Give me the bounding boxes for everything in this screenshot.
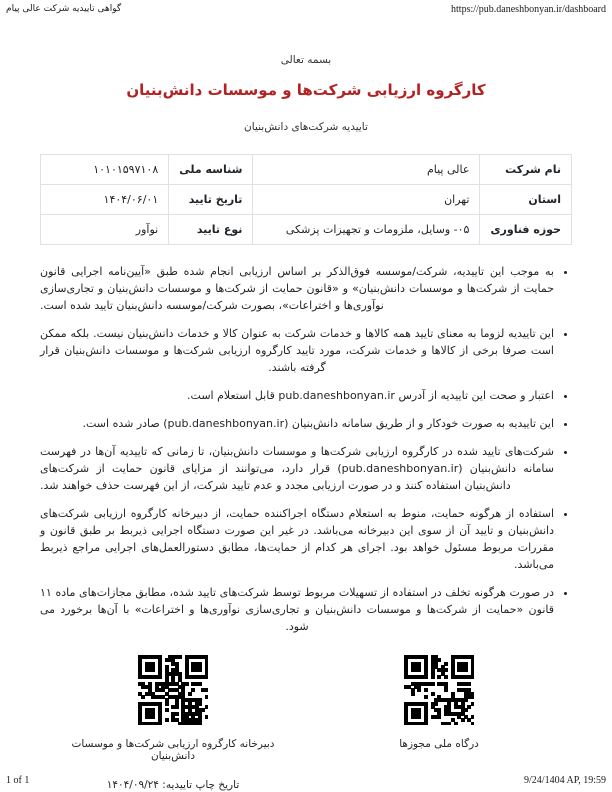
technology-field-value: ۰۵- وسایل، ملزومات و تجهیزات پزشکی [253, 215, 480, 245]
page-title: کارگروه ارزیابی شرکت‌ها و موسسات دانش‌بنیان [126, 81, 486, 99]
company-name-label: نام شرکت [480, 155, 572, 185]
list-item: • اعتبار و صحت این تاییدیه از آدرس pub.daneshbonyan.ir قابل استعلام است. [40, 387, 554, 404]
national-portal-caption: درگاه ملی مجوزها [399, 738, 479, 750]
page-number: 1 of 1 [6, 775, 30, 786]
national-id-label: شناسه ملی [169, 155, 253, 185]
technology-field-label: حوزه فناوری [480, 215, 572, 245]
secretariat-caption: دبیرخانه کارگروه ارزیابی شرکت‌ها و موسسات دانش‌بنیان [71, 738, 275, 762]
list-item: • این تاییدیه به صورت خودکار و از طریق سامانه دانش‌بنیان (pub.daneshbonyan.ir) صادر شده است. [40, 415, 554, 432]
browser-print-footer [6, 775, 606, 786]
national-id-value: ۱۰۱۰۱۵۹۷۱۰۸ [41, 155, 169, 185]
list-item: • استفاده از هرگونه حمایت، منوط به استعلام دستگاه اجراکننده حمایت، از دبیرخانه کارگروه ارزیابی شرکت‌های دانش‌بنیان و تایید آن از سوی این دبیرخانه می‌باشد. در غیر این صورت دستگاه اجرایی ذیربط بر طبق قانون و مقررات مربوط مسئول خواهد بود. اجرای هر کدام از حمایت‌ها، مطابق دستورالعمل‌های اجرایی مراجع ذیربط می‌باشد. [40, 505, 554, 573]
approval-type-label: نوع تایید [169, 215, 253, 245]
bismillah-text: بسمه تعالی [280, 54, 332, 66]
terms-bullet-list [40, 263, 554, 635]
approval-date-label: تاریخ تایید [169, 185, 253, 215]
browser-print-header [6, 4, 606, 15]
list-item: • به موجب این تاییدیه، شرکت/موسسه فوق‌الذکر بر اساس ارزیابی انجام شده طبق «آیین‌نامه اجرایی قانون حمایت از شرکت‌ها و موسسات دانش‌بنیان» و «قانون حمایت از شرکت‌ها و موسسات دانش‌بنیان و تجاری‌سازی نوآوری‌ها و اختراعات»، بصورت شرکت/موسسه دانش‌بنیان تایید شده است. [40, 263, 554, 314]
national-portal-qr-code [404, 655, 474, 725]
company-info-table [40, 154, 572, 245]
print-header-title: گواهی تاییدیه شرکت عالی پیام [6, 4, 122, 14]
table-row [41, 155, 572, 185]
approval-date-value: ۱۴۰۴/۰۶/۰۱ [41, 185, 169, 215]
secretariat-column [40, 655, 306, 791]
company-name-value: عالی پیام [253, 155, 480, 185]
list-item: • این تاییدیه لزوما به معنای تایید همه کالاها و خدمات شرکت به عنوان کالا و خدمات دانش‌بنیان نیست. بلکه ممکن است صرفا برخی از کالاها و خدمات شرکت، مورد تایید کارگروه ارزیابی شرکت‌ها و موسسات دانش‌بنیان قرار گرفته باشند. [40, 325, 554, 376]
secretariat-qr-code [138, 655, 208, 725]
list-item: • در صورت هرگونه تخلف در استفاده از تسهیلات مربوط توسط شرکت‌های تایید شده، مطابق مجازات‌های ماده ۱۱ قانون «حمایت از شرکت‌ها و موسسات دانش‌بنیان و تجاری‌سازی نوآوری‌ها و اختراعات» با آن‌ها برخورد می شود. [40, 584, 554, 635]
certificate-body [40, 40, 572, 791]
list-item: • شرکت‌های تایید شده در کارگروه ارزیابی شرکت‌ها و موسسات دانش‌بنیان، تا زمانی که تاییدیه آن‌ها در فهرست سامانه دانش‌بنیان (pub.daneshbonyan.ir) قرار دارد، می‌توانند از مزایای قانون حمایت از شرکت‌های دانش‌بنیان استفاده کنند و در صورت ارزیابی مجدد و عدم تایید شرکت، از این فهرست حذف خواهند شد. [40, 443, 554, 494]
qr-section [40, 655, 572, 791]
approval-type-value: نوآور [41, 215, 169, 245]
province-label: استان [480, 185, 572, 215]
certificate-print-date: تاریخ چاپ تاییدیه: ۱۴۰۴/۰۹/۲۴ [106, 779, 240, 791]
table-row [41, 185, 572, 215]
print-header-url: https://pub.daneshbonyan.ir/dashboard [451, 4, 606, 15]
print-timestamp: 9/24/1404 AP, 19:59 [524, 775, 606, 786]
province-value: تهران [253, 185, 480, 215]
table-row [41, 215, 572, 245]
page-subtitle: تاییدیه شرکت‌های دانش‌بنیان [244, 121, 368, 133]
national-portal-column [306, 655, 572, 791]
